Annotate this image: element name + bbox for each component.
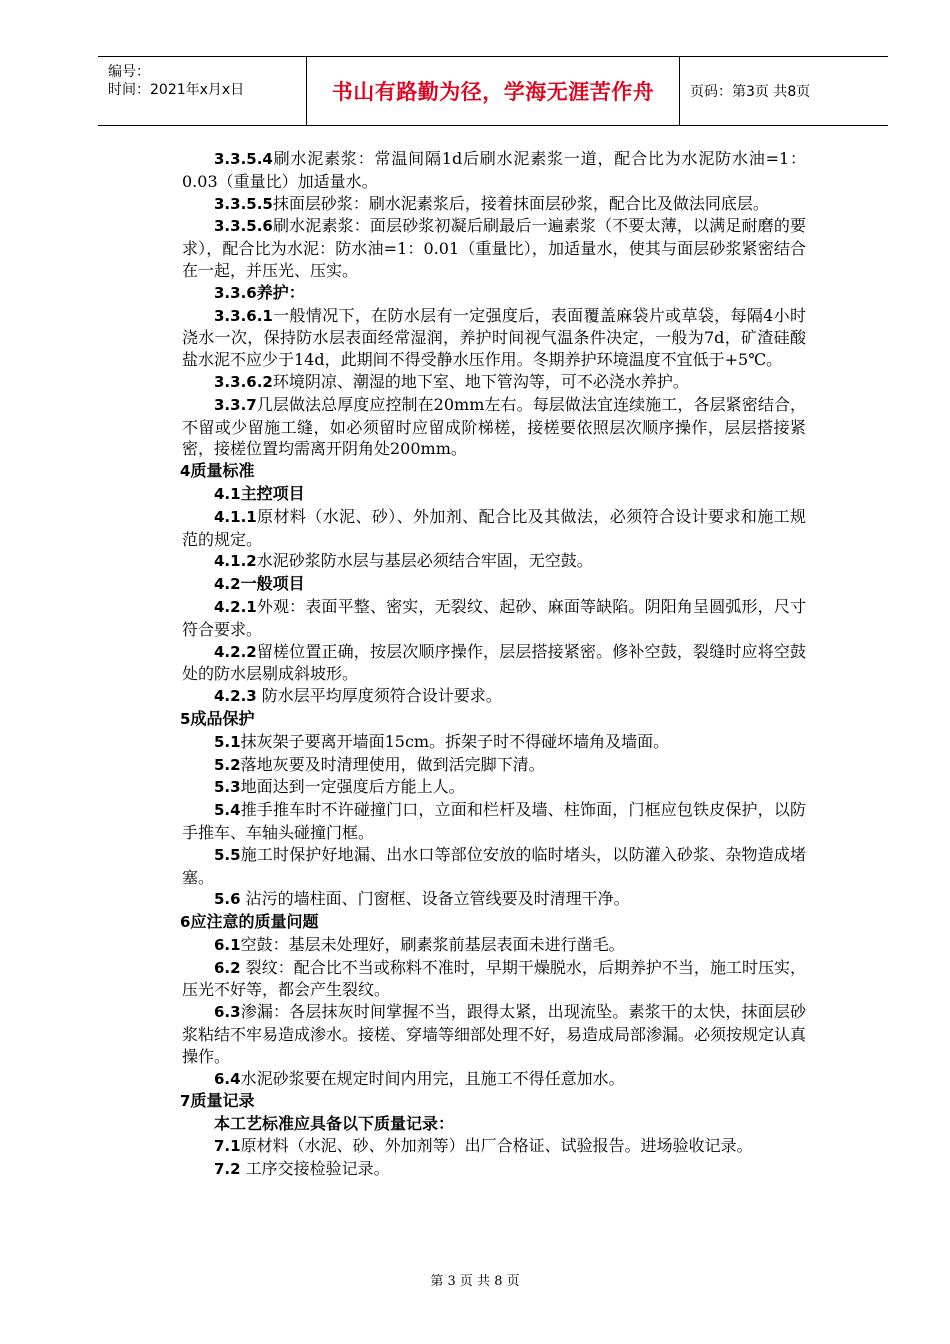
clause-text: 应注意的质量问题 <box>190 912 319 932</box>
paragraph <box>182 957 806 1002</box>
clause-text: 刷水泥素浆：常温间隔1d后刷水泥素浆一道，配合比为水泥防水油=1：0.03（重量比）加适量水。 <box>182 149 806 191</box>
paragraph <box>182 596 806 641</box>
header-motto: 书山有路勤为径，学海无涯苦作舟 <box>331 80 655 104</box>
clause-number: 5.6 <box>214 890 241 909</box>
paragraph <box>182 550 806 573</box>
clause-text: 环境阴凉、潮湿的地下室、地下管沟等，可不必浇水养护。 <box>272 371 689 391</box>
clause-number: 4.2.2 <box>214 642 257 661</box>
paragraph <box>182 731 806 754</box>
clause-number: 7.1 <box>214 1137 241 1156</box>
clause-number: 3.3.6.1 <box>214 306 273 325</box>
paragraph <box>182 148 806 193</box>
clause-text: 空鼓：基层未处理好，刷素浆前基层表面未进行凿毛。 <box>240 934 625 954</box>
clause-text: 原材料（水泥、砂、外加剂等）出厂合格证、试验报告。进场验收记录。 <box>240 1136 753 1156</box>
clause-text: 抹面层砂浆：刷水泥素浆后，接着抹面层砂浆，配合比及做法同底层。 <box>272 193 769 213</box>
clause-text: 几层做法总厚度应控制在20mm左右。每层做法宜连续施工，各层紧密结合，不留或少留施工缝，如必须留时应留成阶梯槎，接槎要依照层次顺序操作，层层搭接紧密，接槎位置均需离开阴角处200mm。 <box>182 394 806 459</box>
paragraph <box>182 799 806 844</box>
clause-number: 3.3.5.6 <box>214 217 273 236</box>
section-heading <box>180 1090 806 1113</box>
clause-text: 主控项目 <box>240 483 305 503</box>
clause-number: 4.2.3 <box>214 687 257 706</box>
clause-number: 4.2.1 <box>214 597 257 616</box>
clause-text: 工序交接检验记录。 <box>240 1158 390 1178</box>
clause-number: 4.1.2 <box>214 552 257 571</box>
clause-text: 落地灰要及时清理使用，做到活完脚下清。 <box>240 754 545 774</box>
section-heading <box>180 708 806 731</box>
clause-number: 5.3 <box>214 778 241 797</box>
clause-text: 本工艺标准应具备以下质量记录： <box>214 1114 455 1134</box>
paragraph <box>182 215 806 281</box>
clause-number: 6.2 <box>214 958 241 977</box>
clause-number: 4.1 <box>214 484 241 503</box>
clause-number: 4.2 <box>214 575 241 594</box>
paragraph <box>182 282 806 305</box>
clause-text: 施工时保护好地漏、出水口等部位安放的临时堵头，以防灌入砂浆、杂物造成堵塞。 <box>182 844 806 887</box>
clause-number: 5.1 <box>214 732 241 751</box>
clause-number: 4.1.1 <box>214 507 257 526</box>
clause-text: 留槎位置正确，按层次顺序操作，层层搭接紧密。修补空鼓，裂缝时应将空鼓处的防水层剔成斜坡形。 <box>182 641 806 684</box>
page-footer: 第 3 页 共 8 页 <box>430 1274 520 1289</box>
clause-number: 7 <box>180 1092 191 1111</box>
paragraph <box>182 305 806 371</box>
paragraph <box>182 641 806 686</box>
clause-number: 6 <box>180 913 191 932</box>
header-page-number: 页码：第3页 共8页 <box>690 84 811 100</box>
clause-text: 质量标准 <box>190 461 255 481</box>
paragraph <box>182 844 806 889</box>
clause-text: 地面达到一定强度后方能上人。 <box>240 777 465 797</box>
paragraph <box>182 776 806 799</box>
clause-text: 沾污的墙柱面、门窗框、设备立管线要及时清理干净。 <box>240 889 630 909</box>
paragraph <box>182 506 806 551</box>
clause-number: 4 <box>180 462 191 481</box>
document-body <box>182 148 806 1181</box>
paragraph <box>182 371 806 394</box>
clause-text: 一般项目 <box>240 574 305 594</box>
paragraph <box>182 1113 806 1135</box>
paragraph <box>182 483 806 506</box>
paragraph <box>182 888 806 911</box>
paragraph <box>182 934 806 957</box>
paragraph <box>182 394 806 460</box>
clause-number: 5.5 <box>214 845 241 864</box>
clause-number: 5 <box>180 709 191 728</box>
clause-number: 3.3.7 <box>214 395 257 414</box>
clause-text: 养护： <box>256 282 305 302</box>
clause-number: 6.4 <box>214 1069 241 1088</box>
paragraph <box>182 1001 806 1067</box>
paragraph <box>182 754 806 777</box>
clause-text: 外观：表面平整、密实，无裂纹、起砂、麻面等缺陷。阴阳角呈圆弧形，尺寸符合要求。 <box>182 596 806 639</box>
page-header <box>98 56 888 126</box>
clause-number: 3.3.5.5 <box>214 194 273 213</box>
clause-text: 原材料（水泥、砂）、外加剂、配合比及其做法，必须符合设计要求和施工规范的规定。 <box>182 506 806 549</box>
section-heading <box>180 911 806 934</box>
clause-text: 一般情况下，在防水层有一定强度后，表面覆盖麻袋片或草袋，每隔4小时浇水一次，保持防水层表面经常湿润，养护时间视气温条件决定，一般为7d，矿渣硅酸盐水泥不应少于14d，此期间不得受静水压作用。冬期养护环境温度不宜低于+5℃。 <box>182 305 806 370</box>
paragraph <box>182 685 806 708</box>
paragraph <box>182 1068 806 1091</box>
clause-number: 3.3.6 <box>214 283 257 302</box>
clause-text: 抹灰架子要离开墙面15cm。拆架子时不得碰坏墙角及墙面。 <box>240 731 670 751</box>
clause-text: 成品保护 <box>190 708 255 728</box>
paragraph <box>182 573 806 596</box>
clause-number: 6.1 <box>214 935 241 954</box>
clause-text: 裂纹：配合比不当或称料不准时，早期干燥脱水，后期养护不当，施工时压实，压光不好等，都会产生裂纹。 <box>182 957 806 1000</box>
clause-number: 3.3.5.4 <box>214 150 273 168</box>
clause-number: 3.3.6.2 <box>214 372 273 391</box>
clause-number: 5.4 <box>214 801 241 820</box>
clause-text: 推手推车时不许碰撞门口，立面和栏杆及墙、柱饰面，门框应包铁皮保护，以防手推车、车轴头碰撞门框。 <box>182 800 806 842</box>
doc-number-label: 编号： <box>108 64 150 80</box>
clause-text: 质量记录 <box>190 1091 255 1111</box>
clause-text: 渗漏：各层抹灰时间掌握不当，跟得太紧，出现流坠。素浆干的太快，抹面层砂浆粘结不牢易造成渗水。接槎、穿墙等细部处理不好，易造成局部渗漏。必须按规定认真操作。 <box>182 1002 807 1066</box>
clause-text: 刷水泥素浆：面层砂浆初凝后刷最后一遍素浆（不要太薄，以满足耐磨的要求），配合比为水泥：防水油=1：0.01（重量比），加适量水，使其与面层砂浆紧密结合在一起，并压光、压实。 <box>182 216 806 280</box>
clause-number: 5.2 <box>214 755 241 774</box>
section-heading <box>180 460 806 483</box>
doc-time-label: 时间：2021年x月x日 <box>108 82 245 98</box>
header-page-cell <box>680 57 888 125</box>
clause-text: 水泥砂浆防水层与基层必须结合牢固，无空鼓。 <box>256 551 593 571</box>
paragraph <box>182 1135 806 1158</box>
header-motto-cell <box>307 57 680 125</box>
clause-number: 6.3 <box>214 1003 241 1022</box>
clause-text: 防水层平均厚度须符合设计要求。 <box>256 686 502 706</box>
header-left-cell <box>98 57 307 125</box>
paragraph <box>182 1158 806 1181</box>
clause-text: 水泥砂浆要在规定时间内用完，且施工不得任意加水。 <box>240 1068 625 1088</box>
paragraph <box>182 193 806 216</box>
clause-number: 7.2 <box>214 1159 241 1178</box>
